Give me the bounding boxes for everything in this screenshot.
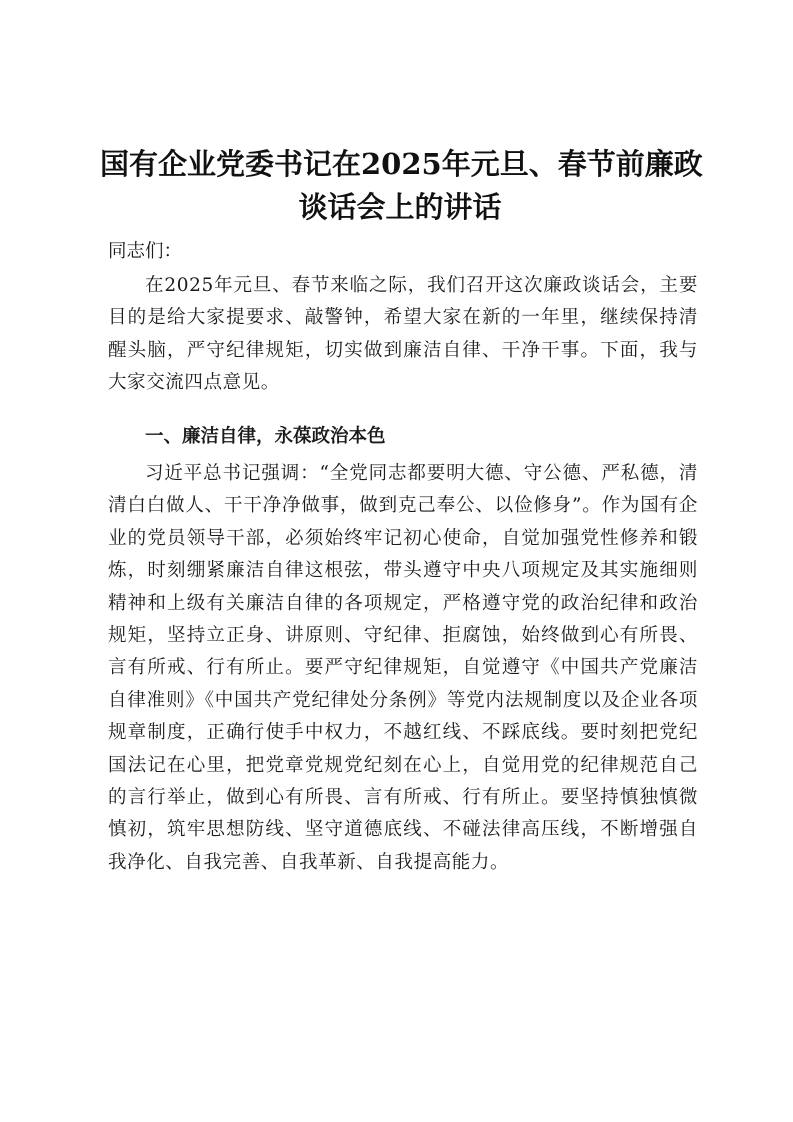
section-heading-1: 一、廉洁自律，永葆政治本色: [145, 426, 386, 447]
paragraph-intro: 在2025年元旦、春节来临之际，我们召开这次廉政谈话会，主要目的是给大家提要求、敲警钟，希望大家在新的一年里，继续保持清醒头脑，严守纪律规矩，切实做到廉洁自律、干净干事。下面，我与大家交流四点意见。: [108, 275, 698, 394]
document-title-line-2: 谈话会上的讲话: [298, 190, 502, 224]
paragraph-section-1: 习近平总书记强调：“全党同志都要明大德、守公德、严私德，清清白白做人、干干净净做事，做到克己奉公、以俭修身”。作为国有企业的党员领导干部，必须始终牢记初心使命，自觉加强党性修养和锻炼，时刻绷紧廉洁自律这根弦，带头遵守中央八项规定及其实施细则精神和上级有关廉洁自律的各项规定，严格遵守党的政治纪律和政治规矩，坚持立正身、讲原则、守纪律、拒腐蚀，始终做到心有所畏、言有所戒、行有所止。要严守纪律规矩，自觉遵守《中国共产党廉洁自律准则》《中国共产党纪律处分条例》等党内法规制度以及企业各项规章制度，正确行使手中权力，不越红线、不踩底线。要时刻把党纪国法记在心里，把党章党规党纪刻在心上，自觉用党的纪律规范自己的言行举止，做到心有所畏、言有所戒、行有所止。要坚持慎独慎微慎初，筑牢思想防线、坚守道德底线、不碰法律高压线，不断增强自我净化、自我完善、自我革新、自我提高能力。: [108, 463, 698, 873]
document-title-line-1: 国有企业党委书记在2025年元旦、春节前廉政: [100, 147, 703, 181]
salutation: 同志们：: [108, 241, 183, 262]
